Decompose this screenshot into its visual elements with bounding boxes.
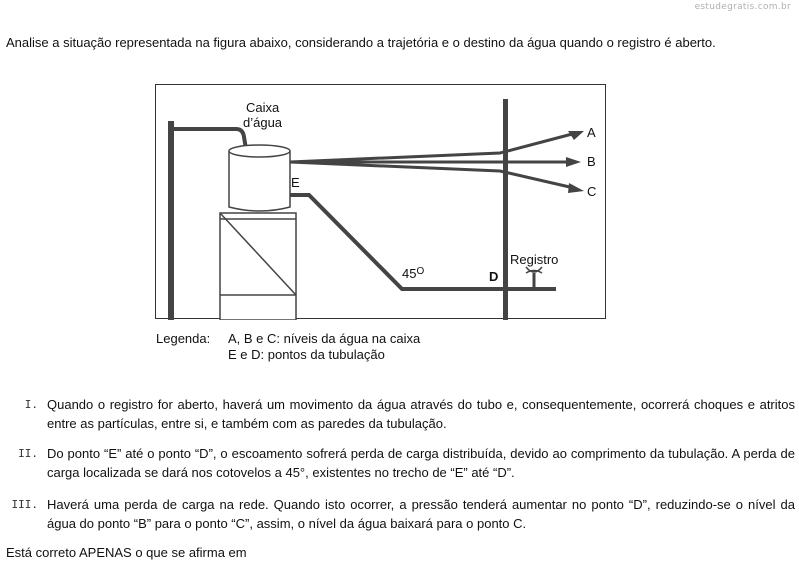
statement-number: I. [24,398,38,411]
statement-text: Do ponto “E” até o ponto “D”, o escoamento sofrerá perda de carga distribuída, devido ao comprimento da tubulação. A perda de carga localizada se dará nos cotovelos a 45°, existentes no trecho de “E” até “D”. [47,446,795,480]
point-b-label: B [587,154,596,169]
level-line-c [290,162,574,188]
point-e-label: E [291,175,300,190]
tank-label-line1: Caixa [246,100,280,115]
level-line-a [290,133,576,162]
statement-number: II. [18,447,38,460]
valve-label: Registro [510,252,559,267]
legend-line-2: E e D: pontos da tubulação [228,347,385,362]
statement-text: Haverá uma perda de carga na rede. Quando isto ocorrer, a pressão tenderá aumentar no ponto “D”, reduzindo-se o nível da água do ponto “B” para o ponto “C”, assim, o nível da água baixará para o ponto C. [47,497,795,531]
legend-line-1: A, B e C: níveis da água na caixa [228,331,421,346]
supply-pipe [171,129,246,149]
left-wall [168,121,174,320]
legend-key: Legenda: [156,331,211,346]
point-a-label: A [587,125,596,140]
valve-handle-icon [526,267,542,273]
point-d-label: D [489,269,499,284]
right-wall [503,99,508,320]
question-prompt: Está correto APENAS o que se afirma em [6,545,247,560]
question-intro: Analise a situação representada na figura abaixo, considerando a trajetória e o destino da água quando o registro é aberto. [6,35,716,50]
water-system-figure [155,84,606,319]
water-system-diagram [156,85,607,320]
site-watermark: estudegratis.com.br [694,2,791,12]
tower-support [220,213,296,320]
tank-label-line2: d’água [243,115,283,130]
statement-text: Quando o registro for aberto, haverá um movimento da água através do tubo e, consequentemente, ocorrerá choques e atritos entre as partículas, entre si, e também com as paredes da tubulação. [47,397,795,431]
point-c-label: C [587,184,597,199]
angle-label [402,266,424,281]
angle-value: 45 [402,266,417,281]
angle-unit: O [416,266,425,277]
water-tank [229,151,290,211]
tank-top [229,145,290,157]
arrow-b [566,157,581,167]
arrow-c [568,183,584,193]
statement-number: III. [11,498,38,511]
